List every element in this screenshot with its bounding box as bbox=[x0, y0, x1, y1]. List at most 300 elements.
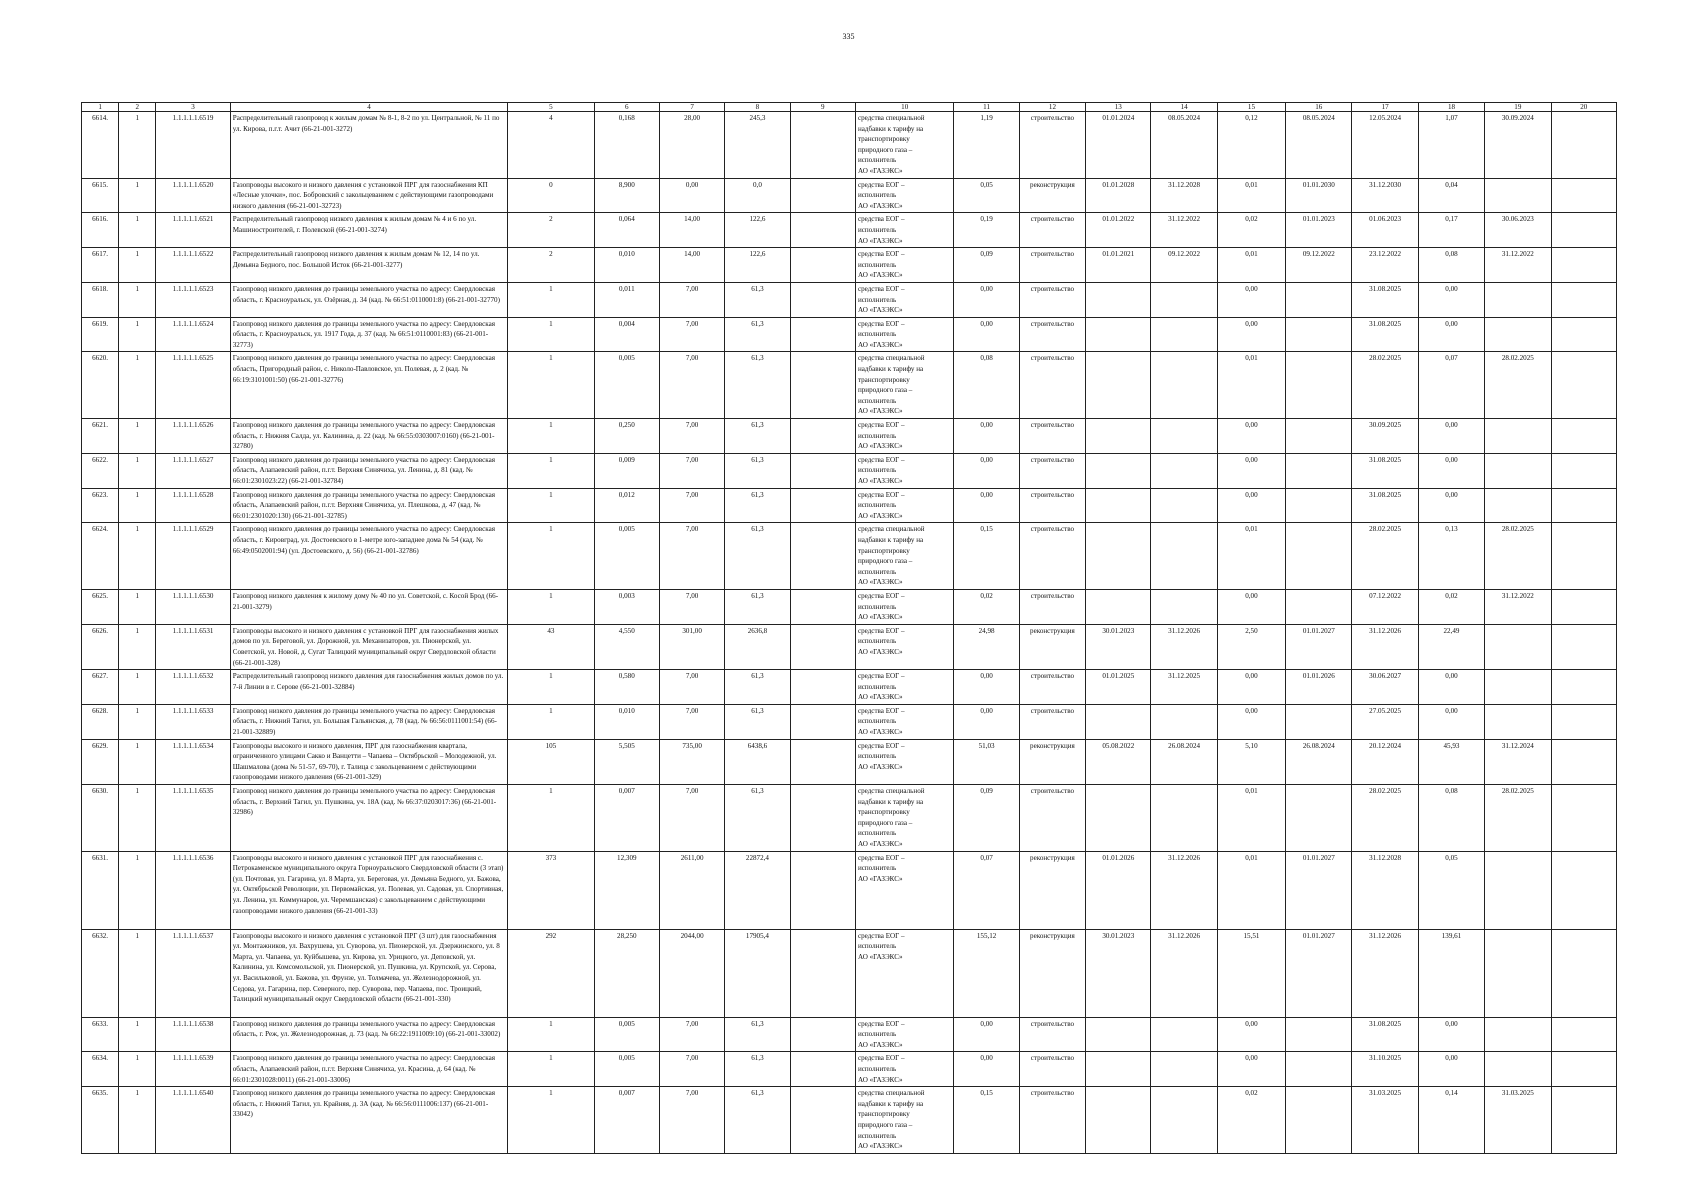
table-row bbox=[82, 589, 1617, 624]
cell-col-3: 1.1.1.1.1.6536 bbox=[156, 851, 230, 929]
cell-col-1: 6626. bbox=[82, 624, 119, 669]
cell-col-8: 61,3 bbox=[725, 670, 790, 705]
cell-col-19: 31.03.2025 bbox=[1485, 1087, 1551, 1154]
cell-col-17: 31.08.2025 bbox=[1352, 1017, 1418, 1052]
cell-col-9 bbox=[790, 929, 855, 1017]
cell-col-14 bbox=[1151, 1087, 1217, 1154]
cell-col-7: 0,00 bbox=[659, 178, 724, 213]
cell-col-12: реконструкция bbox=[1019, 851, 1085, 929]
cell-col-18: 22,49 bbox=[1418, 624, 1484, 669]
cell-col-5: 1 bbox=[508, 282, 594, 317]
cell-col-1: 6634. bbox=[82, 1052, 119, 1087]
cell-col-10: средства ЕОГ – исполнитель АО «ГАЗЭКС» bbox=[855, 453, 954, 488]
cell-col-13 bbox=[1086, 419, 1151, 454]
cell-col-18: 0,00 bbox=[1418, 419, 1484, 454]
cell-col-19 bbox=[1485, 624, 1551, 669]
column-header-5: 5 bbox=[508, 103, 594, 112]
cell-col-13: 30.01.2023 bbox=[1086, 624, 1151, 669]
cell-col-19: 31.12.2024 bbox=[1485, 739, 1551, 784]
cell-col-4: Газопровод низкого давления до границы земельного участка по адресу: Свердловская область, г. Красноуральск, ул. Озёрная, д. 34 (кад. № 66:51:0110001:8) (66-21-001-32770) bbox=[230, 282, 507, 317]
cell-col-15: 0,01 bbox=[1217, 352, 1285, 419]
table-row bbox=[82, 453, 1617, 488]
cell-col-12: строительство bbox=[1019, 1017, 1085, 1052]
cell-col-15: 0,00 bbox=[1217, 670, 1285, 705]
cell-col-11: 0,08 bbox=[954, 352, 1019, 419]
cell-col-18: 0,00 bbox=[1418, 704, 1484, 739]
cell-col-3: 1.1.1.1.1.6519 bbox=[156, 112, 230, 179]
cell-col-18: 0,05 bbox=[1418, 851, 1484, 929]
cell-col-17: 31.12.2026 bbox=[1352, 624, 1418, 669]
cell-col-8: 0,0 bbox=[725, 178, 790, 213]
cell-col-6: 0,003 bbox=[594, 589, 659, 624]
column-header-17: 17 bbox=[1352, 103, 1418, 112]
column-header-11: 11 bbox=[954, 103, 1019, 112]
cell-col-8: 17905,4 bbox=[725, 929, 790, 1017]
cell-col-5: 373 bbox=[508, 851, 594, 929]
cell-col-20 bbox=[1551, 589, 1617, 624]
cell-col-16 bbox=[1286, 317, 1352, 352]
cell-col-10: средства ЕОГ – исполнитель АО «ГАЗЭКС» bbox=[855, 488, 954, 523]
cell-col-1: 6616. bbox=[82, 213, 119, 248]
cell-col-4: Газопровод низкого давления до границы земельного участка по адресу: Свердловская область, Алапаевский район, п.г.т. Верхняя Синячиха, ул. Плешкова, д. 47 (кад. № 66:01:2301020:130) (66-21-001-32785) bbox=[230, 488, 507, 523]
cell-col-5: 1 bbox=[508, 1017, 594, 1052]
cell-col-16 bbox=[1286, 1017, 1352, 1052]
cell-col-1: 6629. bbox=[82, 739, 119, 784]
cell-col-20 bbox=[1551, 453, 1617, 488]
cell-col-7: 301,00 bbox=[659, 624, 724, 669]
table-row bbox=[82, 739, 1617, 784]
cell-col-12: строительство bbox=[1019, 488, 1085, 523]
cell-col-20 bbox=[1551, 785, 1617, 852]
cell-col-6: 0,005 bbox=[594, 352, 659, 419]
cell-col-13 bbox=[1086, 589, 1151, 624]
cell-col-17: 31.08.2025 bbox=[1352, 453, 1418, 488]
cell-col-15: 0,12 bbox=[1217, 112, 1285, 179]
cell-col-7: 7,00 bbox=[659, 282, 724, 317]
cell-col-6: 0,007 bbox=[594, 1087, 659, 1154]
cell-col-19 bbox=[1485, 178, 1551, 213]
cell-col-20 bbox=[1551, 317, 1617, 352]
cell-col-16 bbox=[1286, 282, 1352, 317]
cell-col-5: 1 bbox=[508, 704, 594, 739]
cell-col-9 bbox=[790, 213, 855, 248]
cell-col-10: средства ЕОГ – исполнитель АО «ГАЗЭКС» bbox=[855, 282, 954, 317]
cell-col-13 bbox=[1086, 1017, 1151, 1052]
cell-col-4: Газопроводы высокого и низкого давления с установкой ПРГ (3 шт) для газоснабжения ул. Монтажников, ул. Вахрушева, ул. Суворова, ул. Пионерской, ул. Дзержинского, ул. 8 Марта, ул. Чапаева, ул. Куйбышева, ул. Кирова, ул. Урицкого, ул. Деповской, ул. Калинина, ул. Комсомольской, ул. Пионерской, ул. Пушкина, ул. Крупской, ул. Серова, ул. Васильковой, ул. Бажова, ул. Фрунзе, ул. Толмачева, ул. Железнодорожной, ул. Седова, ул. Гагарина, пер. Северного, пер. Суворова, пер. Чапаева, пос. Троицкий, Талицкий муниципальный округ Свердловской области (66-21-001-330) bbox=[230, 929, 507, 1017]
cell-col-2: 1 bbox=[119, 704, 156, 739]
cell-col-5: 1 bbox=[508, 419, 594, 454]
cell-col-1: 6623. bbox=[82, 488, 119, 523]
cell-col-1: 6635. bbox=[82, 1087, 119, 1154]
cell-col-2: 1 bbox=[119, 213, 156, 248]
cell-col-6: 0,007 bbox=[594, 785, 659, 852]
cell-col-14 bbox=[1151, 419, 1217, 454]
cell-col-7: 7,00 bbox=[659, 670, 724, 705]
cell-col-7: 7,00 bbox=[659, 1087, 724, 1154]
table-row bbox=[82, 488, 1617, 523]
cell-col-2: 1 bbox=[119, 352, 156, 419]
column-header-2: 2 bbox=[119, 103, 156, 112]
table-row bbox=[82, 704, 1617, 739]
cell-col-14: 31.12.2026 bbox=[1151, 624, 1217, 669]
cell-col-16 bbox=[1286, 453, 1352, 488]
cell-col-18: 0,00 bbox=[1418, 1017, 1484, 1052]
cell-col-15: 0,00 bbox=[1217, 453, 1285, 488]
cell-col-9 bbox=[790, 248, 855, 283]
cell-col-19 bbox=[1485, 488, 1551, 523]
cell-col-20 bbox=[1551, 488, 1617, 523]
cell-col-20 bbox=[1551, 352, 1617, 419]
cell-col-12: строительство bbox=[1019, 213, 1085, 248]
cell-col-4: Газопровод низкого давления до границы земельного участка по адресу: Свердловская область, г. Нижний Тагил, ул. Большая Гальянская, д. 78 (кад. № 66:56:0111001:54) (66-21-001-32889) bbox=[230, 704, 507, 739]
cell-col-12: реконструкция bbox=[1019, 178, 1085, 213]
cell-col-7: 14,00 bbox=[659, 213, 724, 248]
cell-col-18: 0,00 bbox=[1418, 282, 1484, 317]
cell-col-3: 1.1.1.1.1.6520 bbox=[156, 178, 230, 213]
cell-col-13: 01.01.2024 bbox=[1086, 112, 1151, 179]
cell-col-19: 28.02.2025 bbox=[1485, 785, 1551, 852]
cell-col-11: 0,15 bbox=[954, 523, 1019, 590]
table-row bbox=[82, 178, 1617, 213]
cell-col-3: 1.1.1.1.1.6530 bbox=[156, 589, 230, 624]
column-header-1: 1 bbox=[82, 103, 119, 112]
cell-col-11: 0,00 bbox=[954, 419, 1019, 454]
cell-col-8: 61,3 bbox=[725, 1052, 790, 1087]
cell-col-6: 0,010 bbox=[594, 248, 659, 283]
cell-col-13: 01.01.2022 bbox=[1086, 213, 1151, 248]
cell-col-12: строительство bbox=[1019, 589, 1085, 624]
cell-col-16 bbox=[1286, 419, 1352, 454]
cell-col-2: 1 bbox=[119, 624, 156, 669]
cell-col-12: строительство bbox=[1019, 282, 1085, 317]
cell-col-20 bbox=[1551, 739, 1617, 784]
table-header bbox=[82, 103, 1617, 112]
cell-col-9 bbox=[790, 523, 855, 590]
cell-col-9 bbox=[790, 670, 855, 705]
cell-col-14 bbox=[1151, 352, 1217, 419]
cell-col-13 bbox=[1086, 488, 1151, 523]
cell-col-5: 1 bbox=[508, 352, 594, 419]
cell-col-18: 1,07 bbox=[1418, 112, 1484, 179]
page-number: 335 bbox=[842, 32, 855, 41]
cell-col-17: 31.12.2026 bbox=[1352, 929, 1418, 1017]
cell-col-4: Газопроводы высокого и низкого давления с установкой ПРГ для газоснабжения жилых домов по ул. Береговой, ул. Дорожной, ул. Механизаторов, ул. Пионерской, ул. Советской, ул. Новой, д. Сугат Талицкий муниципальный округ Свердловской области (66-21-001-328) bbox=[230, 624, 507, 669]
cell-col-1: 6620. bbox=[82, 352, 119, 419]
cell-col-16 bbox=[1286, 352, 1352, 419]
cell-col-15: 0,02 bbox=[1217, 1087, 1285, 1154]
cell-col-18: 0,00 bbox=[1418, 1052, 1484, 1087]
cell-col-8: 61,3 bbox=[725, 352, 790, 419]
cell-col-16: 01.01.2027 bbox=[1286, 851, 1352, 929]
cell-col-15: 0,00 bbox=[1217, 1017, 1285, 1052]
cell-col-9 bbox=[790, 624, 855, 669]
cell-col-14 bbox=[1151, 1052, 1217, 1087]
cell-col-2: 1 bbox=[119, 1087, 156, 1154]
cell-col-4: Газопровод низкого давления до границы земельного участка по адресу: Свердловская область, г. Реж, ул. Железнодорожная, д. 73 (кад. № 66:22:1911009:10) (66-21-001-33002) bbox=[230, 1017, 507, 1052]
cell-col-2: 1 bbox=[119, 1017, 156, 1052]
cell-col-13 bbox=[1086, 704, 1151, 739]
cell-col-5: 1 bbox=[508, 1087, 594, 1154]
cell-col-17: 27.05.2025 bbox=[1352, 704, 1418, 739]
cell-col-20 bbox=[1551, 1087, 1617, 1154]
cell-col-17: 01.06.2023 bbox=[1352, 213, 1418, 248]
cell-col-10: средства специальной надбавки к тарифу на транспортировку природного газа – исполнитель АО «ГАЗЭКС» bbox=[855, 1087, 954, 1154]
cell-col-12: строительство bbox=[1019, 1087, 1085, 1154]
cell-col-6: 0,005 bbox=[594, 1052, 659, 1087]
cell-col-19 bbox=[1485, 419, 1551, 454]
column-header-12: 12 bbox=[1019, 103, 1085, 112]
cell-col-8: 122,6 bbox=[725, 248, 790, 283]
cell-col-20 bbox=[1551, 670, 1617, 705]
cell-col-8: 245,3 bbox=[725, 112, 790, 179]
cell-col-8: 61,3 bbox=[725, 282, 790, 317]
cell-col-7: 7,00 bbox=[659, 523, 724, 590]
cell-col-14 bbox=[1151, 1017, 1217, 1052]
cell-col-15: 0,01 bbox=[1217, 851, 1285, 929]
cell-col-16 bbox=[1286, 523, 1352, 590]
column-header-16: 16 bbox=[1286, 103, 1352, 112]
cell-col-15: 0,00 bbox=[1217, 704, 1285, 739]
cell-col-4: Газопровод низкого давления до границы земельного участка по адресу: Свердловская область, Алапаевский район, п.г.т. Верхняя Синячиха, ул. Красина, д. 64 (кад. № 66:01:2301028:0011) (66-21-001-33006) bbox=[230, 1052, 507, 1087]
cell-col-1: 6619. bbox=[82, 317, 119, 352]
cell-col-15: 0,00 bbox=[1217, 589, 1285, 624]
cell-col-1: 6624. bbox=[82, 523, 119, 590]
cell-col-13 bbox=[1086, 1087, 1151, 1154]
cell-col-11: 0,09 bbox=[954, 785, 1019, 852]
cell-col-5: 0 bbox=[508, 178, 594, 213]
cell-col-16 bbox=[1286, 785, 1352, 852]
cell-col-1: 6628. bbox=[82, 704, 119, 739]
cell-col-18: 45,93 bbox=[1418, 739, 1484, 784]
cell-col-11: 0,00 bbox=[954, 1052, 1019, 1087]
cell-col-7: 2044,00 bbox=[659, 929, 724, 1017]
cell-col-12: строительство bbox=[1019, 670, 1085, 705]
cell-col-16: 08.05.2024 bbox=[1286, 112, 1352, 179]
cell-col-16 bbox=[1286, 589, 1352, 624]
cell-col-1: 6633. bbox=[82, 1017, 119, 1052]
cell-col-17: 31.12.2030 bbox=[1352, 178, 1418, 213]
cell-col-11: 0,05 bbox=[954, 178, 1019, 213]
cell-col-11: 0,00 bbox=[954, 317, 1019, 352]
cell-col-3: 1.1.1.1.1.6540 bbox=[156, 1087, 230, 1154]
cell-col-12: строительство bbox=[1019, 352, 1085, 419]
cell-col-17: 31.08.2025 bbox=[1352, 282, 1418, 317]
cell-col-14 bbox=[1151, 704, 1217, 739]
cell-col-12: реконструкция bbox=[1019, 624, 1085, 669]
cell-col-2: 1 bbox=[119, 929, 156, 1017]
cell-col-9 bbox=[790, 178, 855, 213]
cell-col-6: 12,309 bbox=[594, 851, 659, 929]
cell-col-5: 1 bbox=[508, 785, 594, 852]
cell-col-13: 01.01.2021 bbox=[1086, 248, 1151, 283]
cell-col-13: 01.01.2028 bbox=[1086, 178, 1151, 213]
column-header-3: 3 bbox=[156, 103, 230, 112]
cell-col-7: 28,00 bbox=[659, 112, 724, 179]
cell-col-4: Газопровод низкого давления к жилому дому № 40 по ул. Советской, с. Косой Брод (66-21-001-3279) bbox=[230, 589, 507, 624]
cell-col-10: средства ЕОГ – исполнитель АО «ГАЗЭКС» bbox=[855, 739, 954, 784]
cell-col-1: 6617. bbox=[82, 248, 119, 283]
cell-col-7: 7,00 bbox=[659, 317, 724, 352]
cell-col-19 bbox=[1485, 317, 1551, 352]
cell-col-8: 61,3 bbox=[725, 1087, 790, 1154]
cell-col-3: 1.1.1.1.1.6539 bbox=[156, 1052, 230, 1087]
cell-col-11: 0,09 bbox=[954, 248, 1019, 283]
cell-col-20 bbox=[1551, 704, 1617, 739]
cell-col-14 bbox=[1151, 488, 1217, 523]
cell-col-7: 7,00 bbox=[659, 1017, 724, 1052]
cell-col-8: 61,3 bbox=[725, 704, 790, 739]
cell-col-4: Газопровод низкого давления до границы земельного участка по адресу: Свердловская область, Алапаевский район, п.г.т. Верхняя Синячиха, ул. Ленина, д. 81 (кад. № 66:01:2301023:22) (66-21-001-32784) bbox=[230, 453, 507, 488]
cell-col-6: 28,250 bbox=[594, 929, 659, 1017]
column-header-19: 19 bbox=[1485, 103, 1551, 112]
cell-col-2: 1 bbox=[119, 670, 156, 705]
cell-col-6: 0,168 bbox=[594, 112, 659, 179]
cell-col-19 bbox=[1485, 929, 1551, 1017]
cell-col-9 bbox=[790, 352, 855, 419]
cell-col-17: 31.12.2028 bbox=[1352, 851, 1418, 929]
cell-col-7: 14,00 bbox=[659, 248, 724, 283]
cell-col-7: 7,00 bbox=[659, 1052, 724, 1087]
table-row bbox=[82, 1087, 1617, 1154]
cell-col-5: 1 bbox=[508, 488, 594, 523]
cell-col-20 bbox=[1551, 112, 1617, 179]
cell-col-2: 1 bbox=[119, 178, 156, 213]
table-row bbox=[82, 785, 1617, 852]
cell-col-12: реконструкция bbox=[1019, 929, 1085, 1017]
cell-col-13 bbox=[1086, 1052, 1151, 1087]
cell-col-19 bbox=[1485, 851, 1551, 929]
cell-col-5: 1 bbox=[508, 523, 594, 590]
cell-col-6: 0,009 bbox=[594, 453, 659, 488]
cell-col-4: Газопроводы высокого и низкого давления с установкой ПРГ для газоснабжения КП «Лесные улочки», пос. Бобровский с закольцеванием с действующими газопроводами низкого давления (66-21-001-32723) bbox=[230, 178, 507, 213]
cell-col-8: 2636,8 bbox=[725, 624, 790, 669]
cell-col-2: 1 bbox=[119, 589, 156, 624]
cell-col-7: 7,00 bbox=[659, 453, 724, 488]
table-row bbox=[82, 624, 1617, 669]
cell-col-19 bbox=[1485, 1017, 1551, 1052]
cell-col-8: 61,3 bbox=[725, 419, 790, 454]
cell-col-5: 1 bbox=[508, 589, 594, 624]
cell-col-14 bbox=[1151, 785, 1217, 852]
cell-col-17: 31.03.2025 bbox=[1352, 1087, 1418, 1154]
cell-col-11: 51,03 bbox=[954, 739, 1019, 784]
cell-col-16 bbox=[1286, 1087, 1352, 1154]
cell-col-6: 0,580 bbox=[594, 670, 659, 705]
cell-col-18: 0,00 bbox=[1418, 488, 1484, 523]
cell-col-18: 0,08 bbox=[1418, 248, 1484, 283]
cell-col-3: 1.1.1.1.1.6529 bbox=[156, 523, 230, 590]
cell-col-16: 09.12.2022 bbox=[1286, 248, 1352, 283]
cell-col-15: 15,51 bbox=[1217, 929, 1285, 1017]
cell-col-14: 26.08.2024 bbox=[1151, 739, 1217, 784]
cell-col-14: 31.12.2022 bbox=[1151, 213, 1217, 248]
cell-col-4: Газопровод низкого давления до границы земельного участка по адресу: Свердловская область, Пригородный район, с. Николо-Павловское, ул. Полевая, д. 2 (кад. № 66:19:3101001:50) (66-21-001-32776) bbox=[230, 352, 507, 419]
cell-col-10: средства ЕОГ – исполнитель АО «ГАЗЭКС» bbox=[855, 589, 954, 624]
cell-col-19 bbox=[1485, 670, 1551, 705]
cell-col-6: 0,005 bbox=[594, 523, 659, 590]
column-header-7: 7 bbox=[659, 103, 724, 112]
table-row bbox=[82, 1052, 1617, 1087]
cell-col-18: 0,13 bbox=[1418, 523, 1484, 590]
cell-col-2: 1 bbox=[119, 1052, 156, 1087]
cell-col-15: 0,01 bbox=[1217, 523, 1285, 590]
cell-col-7: 7,00 bbox=[659, 419, 724, 454]
cell-col-16: 01.01.2027 bbox=[1286, 929, 1352, 1017]
cell-col-8: 61,3 bbox=[725, 317, 790, 352]
cell-col-13 bbox=[1086, 282, 1151, 317]
cell-col-5: 1 bbox=[508, 1052, 594, 1087]
cell-col-14: 31.12.2026 bbox=[1151, 851, 1217, 929]
cell-col-19: 28.02.2025 bbox=[1485, 523, 1551, 590]
cell-col-16 bbox=[1286, 704, 1352, 739]
table-row bbox=[82, 317, 1617, 352]
cell-col-11: 24,98 bbox=[954, 624, 1019, 669]
cell-col-8: 61,3 bbox=[725, 785, 790, 852]
cell-col-10: средства ЕОГ – исполнитель АО «ГАЗЭКС» bbox=[855, 178, 954, 213]
cell-col-5: 2 bbox=[508, 248, 594, 283]
cell-col-9 bbox=[790, 739, 855, 784]
cell-col-5: 1 bbox=[508, 670, 594, 705]
cell-col-9 bbox=[790, 1017, 855, 1052]
cell-col-9 bbox=[790, 704, 855, 739]
cell-col-9 bbox=[790, 453, 855, 488]
cell-col-8: 61,3 bbox=[725, 589, 790, 624]
cell-col-2: 1 bbox=[119, 851, 156, 929]
cell-col-1: 6632. bbox=[82, 929, 119, 1017]
cell-col-6: 0,004 bbox=[594, 317, 659, 352]
cell-col-12: строительство bbox=[1019, 248, 1085, 283]
cell-col-9 bbox=[790, 488, 855, 523]
cell-col-3: 1.1.1.1.1.6522 bbox=[156, 248, 230, 283]
cell-col-17: 12.05.2024 bbox=[1352, 112, 1418, 179]
cell-col-7: 7,00 bbox=[659, 785, 724, 852]
cell-col-17: 31.08.2025 bbox=[1352, 317, 1418, 352]
cell-col-11: 155,12 bbox=[954, 929, 1019, 1017]
cell-col-18: 0,08 bbox=[1418, 785, 1484, 852]
cell-col-3: 1.1.1.1.1.6532 bbox=[156, 670, 230, 705]
cell-col-17: 28.02.2025 bbox=[1352, 785, 1418, 852]
cell-col-13 bbox=[1086, 317, 1151, 352]
cell-col-7: 7,00 bbox=[659, 488, 724, 523]
cell-col-3: 1.1.1.1.1.6537 bbox=[156, 929, 230, 1017]
cell-col-16: 01.01.2023 bbox=[1286, 213, 1352, 248]
column-header-14: 14 bbox=[1151, 103, 1217, 112]
cell-col-10: средства специальной надбавки к тарифу на транспортировку природного газа – исполнитель АО «ГАЗЭКС» bbox=[855, 523, 954, 590]
cell-col-6: 0,011 bbox=[594, 282, 659, 317]
cell-col-19 bbox=[1485, 453, 1551, 488]
cell-col-15: 0,01 bbox=[1217, 178, 1285, 213]
cell-col-19: 31.12.2022 bbox=[1485, 589, 1551, 624]
cell-col-19 bbox=[1485, 1052, 1551, 1087]
cell-col-20 bbox=[1551, 929, 1617, 1017]
cell-col-15: 0,00 bbox=[1217, 317, 1285, 352]
cell-col-2: 1 bbox=[119, 282, 156, 317]
cell-col-17: 23.12.2022 bbox=[1352, 248, 1418, 283]
cell-col-13: 05.08.2022 bbox=[1086, 739, 1151, 784]
cell-col-18: 0,02 bbox=[1418, 589, 1484, 624]
cell-col-8: 61,3 bbox=[725, 453, 790, 488]
cell-col-6: 5,505 bbox=[594, 739, 659, 784]
cell-col-2: 1 bbox=[119, 523, 156, 590]
cell-col-4: Газопровод низкого давления до границы земельного участка по адресу: Свердловская область, г. Кировград, ул. Достоевского в 1-метре юго-западнее дома № 54 (кад. № 66:49:0502001:94) (ул. Достоевского, д. 56) (66-21-001-32786) bbox=[230, 523, 507, 590]
cell-col-15: 2,50 bbox=[1217, 624, 1285, 669]
cell-col-5: 43 bbox=[508, 624, 594, 669]
cell-col-16: 01.01.2027 bbox=[1286, 624, 1352, 669]
cell-col-18: 0,00 bbox=[1418, 453, 1484, 488]
cell-col-8: 122,6 bbox=[725, 213, 790, 248]
cell-col-13 bbox=[1086, 785, 1151, 852]
cell-col-5: 1 bbox=[508, 317, 594, 352]
